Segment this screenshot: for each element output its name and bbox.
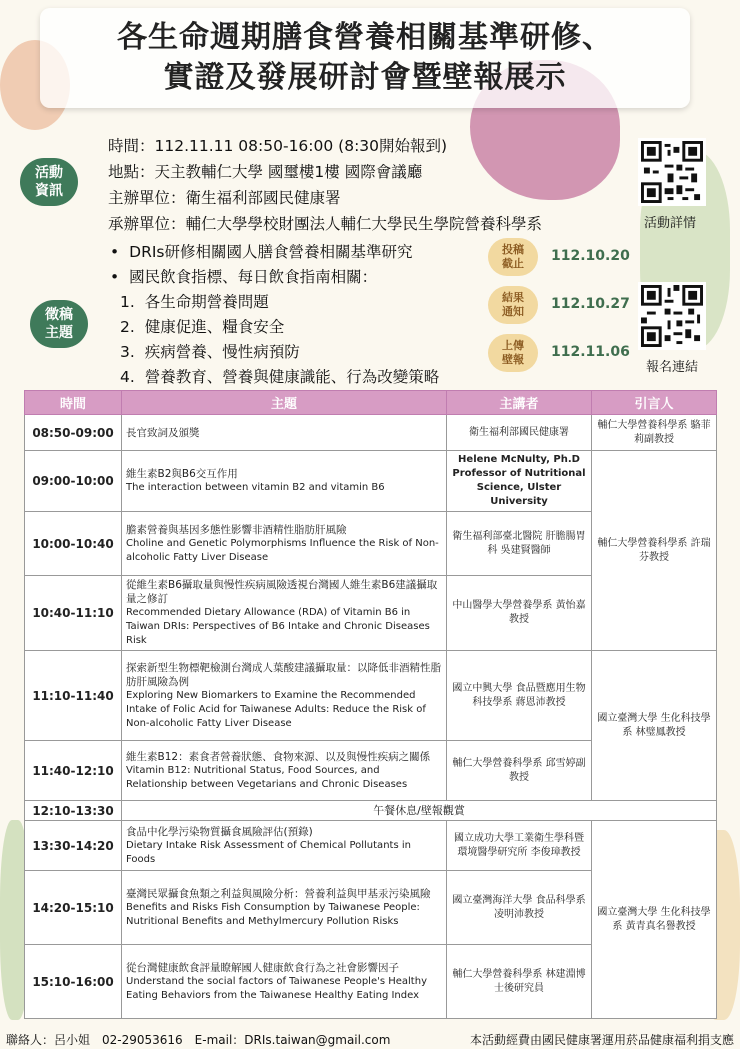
table-row: 15:10-16:00 從台灣健康飲食評量瞭解國人健康飲食行為之社會影響因子 Understand the social factors of Taiwanese People's Healthy Eating Behaviors from the Taiwanese Healthy Eating Index 輔仁大學營養科學系 林建淵博士後研究員 [25, 945, 717, 1019]
event-organizer: 主辦單位：衛生福利部國民健康署 [108, 189, 341, 207]
moderator: 輔仁大學營養科學系 駱菲莉副教授 [592, 415, 717, 451]
deadline-badge: 上傳 壁報 [488, 334, 538, 372]
deadline-badge: 結果 通知 [488, 286, 538, 324]
header-speaker: 主講者 [447, 391, 592, 415]
footer-funding: 本活動經費由國民健康署運用菸品健康福利捐支應 [469, 1033, 734, 1047]
topic-item: 4. 營養教育、營養與健康識能、行為改變策略 [120, 368, 440, 386]
event-info [108, 133, 542, 237]
table-row: 11:10-11:40 探索新型生物標靶檢測台灣成人葉酸建議攝取量：以降低非酒精性脂肪肝風險為例 Exploring New Biomarkers to Examine the Recommended Intake of Folic Acid for Taiwanese Adults: Reduce the Risk of Non-alcoholic Fatty Liver Disease 國立中興大學 食品暨應用生物科技學系 蔣恩沛教授 國立臺灣大學 生化科技學系 林璧鳳教授 [25, 651, 717, 741]
table-row: 13:30-14:20 食品中化學污染物質攝食風險評估(預錄) Dietary Intake Risk Assessment of Chemical Pollutants in Foods 國立成功大學工業衛生學科暨環境醫學研究所 李俊璋教授 國立臺灣大學 生化科技學系 黃青真名譽教授 [25, 821, 717, 871]
header-time: 時間 [25, 391, 122, 415]
topic-item: 3. 疾病營養、慢性病預防 [120, 343, 300, 361]
schedule-table [24, 390, 717, 1019]
moderator: 國立臺灣大學 生化科技學系 林璧鳳教授 [592, 651, 717, 801]
topic-item: 1. 各生命期營養問題 [120, 293, 269, 311]
topic-bullet: • DRIs研修相關國人膳食營養相關基準研究 [110, 243, 413, 261]
page-title-line2: 實證及發展研討會暨壁報展示 [163, 60, 567, 95]
table-row: 08:50-09:00 長官致詞及頒獎 衛生福利部國民健康署 輔仁大學營養科學系 駱菲莉副教授 [25, 415, 717, 451]
table-row: 09:00-10:00 維生素B2與B6交互作用 The interaction between vitamin B2 and vitamin B6 Helene McNulty, Ph.D Professor of Nutritional Science, Ulster University 輔仁大學營養科學系 許瑞芬教授 [25, 451, 717, 512]
topic-bullet: • 國民飲食指標、每日飲食指南相關： [110, 268, 378, 286]
event-place: 地點：天主教輔仁大學 國璽樓1樓 國際會議廳 [108, 163, 423, 181]
table-header-row [25, 391, 717, 415]
registration-qr-icon[interactable] [638, 282, 706, 350]
table-row: 11:40-12:10 維生素B12：素食者營養狀態、食物來源、以及與慢性疾病之關係 Vitamin B12: Nutritional Status, Food Sources, and Relationship between Vegetarians and Chronic Diseases 輔仁大學營養科學系 邱雪婷副教授 [25, 741, 717, 801]
registration-caption: 報名連結 [646, 360, 699, 375]
header-topic: 主題 [122, 391, 447, 415]
call-topics-badge: 徵稿 主題 [30, 300, 88, 348]
deadline-badge: 投稿 截止 [488, 238, 538, 276]
event-info-badge: 活動 資訊 [20, 158, 78, 206]
title-banner [40, 8, 690, 108]
deadline-date: 112.10.20 [551, 248, 630, 264]
deadline-date: 112.11.06 [551, 344, 630, 360]
call-topics-list [110, 240, 439, 390]
footer [0, 1031, 740, 1049]
moderator: 輔仁大學營養科學系 許瑞芬教授 [592, 451, 717, 651]
footer-contact: 聯絡人：呂小姐 02-29053616 E-mail：DRIs.taiwan@gmail.com [6, 1033, 391, 1047]
header-moderator: 引言人 [592, 391, 717, 415]
event-time: 時間：112.11.11 08:50-16:00 (8:30開始報到) [108, 137, 448, 155]
page-title-line1: 各生命週期膳食營養相關基準研修、 [117, 20, 613, 55]
event-host: 承辦單位：輔仁大學學校財團法人輔仁大學民生學院營養科學系 [108, 215, 543, 233]
topic-item: 2. 健康促進、糧食安全 [120, 318, 285, 336]
table-row: 14:20-15:10 臺灣民眾攝食魚類之利益與風險分析：營養利益與甲基汞污染風險 Benefits and Risks Fish Consumption by Taiwanese People: Nutritional Benefits and Methylmercury Pollution Risks 國立臺灣海洋大學 食品科學系 凌明沛教授 [25, 871, 717, 945]
moderator: 國立臺灣大學 生化科技學系 黃青真名譽教授 [592, 821, 717, 1019]
table-row: 10:00-10:40 膽素營養與基因多態性影響非酒精性脂肪肝風險 Choline and Genetic Polymorphisms Influence the Risk of Non-alcoholic Fatty Liver Disease 衛生福利部臺北醫院 肝膽腸胃科 吳建賢醫師 [25, 512, 717, 576]
table-row: 10:40-11:10 從維生素B6攝取量與慢性疾病風險透視台灣國人維生素B6建議攝取量之修訂 Recommended Dietary Allowance (RDA) of Vitamin B6 in Taiwan DRIs: Perspectives of B6 Intake and Chronic Diseases Risk 中山醫學大學營養學系 黃怡嘉教授 [25, 576, 717, 651]
deadline-date: 112.10.27 [551, 296, 630, 312]
event-details-qr-icon[interactable] [638, 138, 706, 206]
event-details-caption: 活動詳情 [644, 216, 697, 231]
table-row-lunch: 12:10-13:30 午餐休息/壁報觀賞 [25, 801, 717, 821]
